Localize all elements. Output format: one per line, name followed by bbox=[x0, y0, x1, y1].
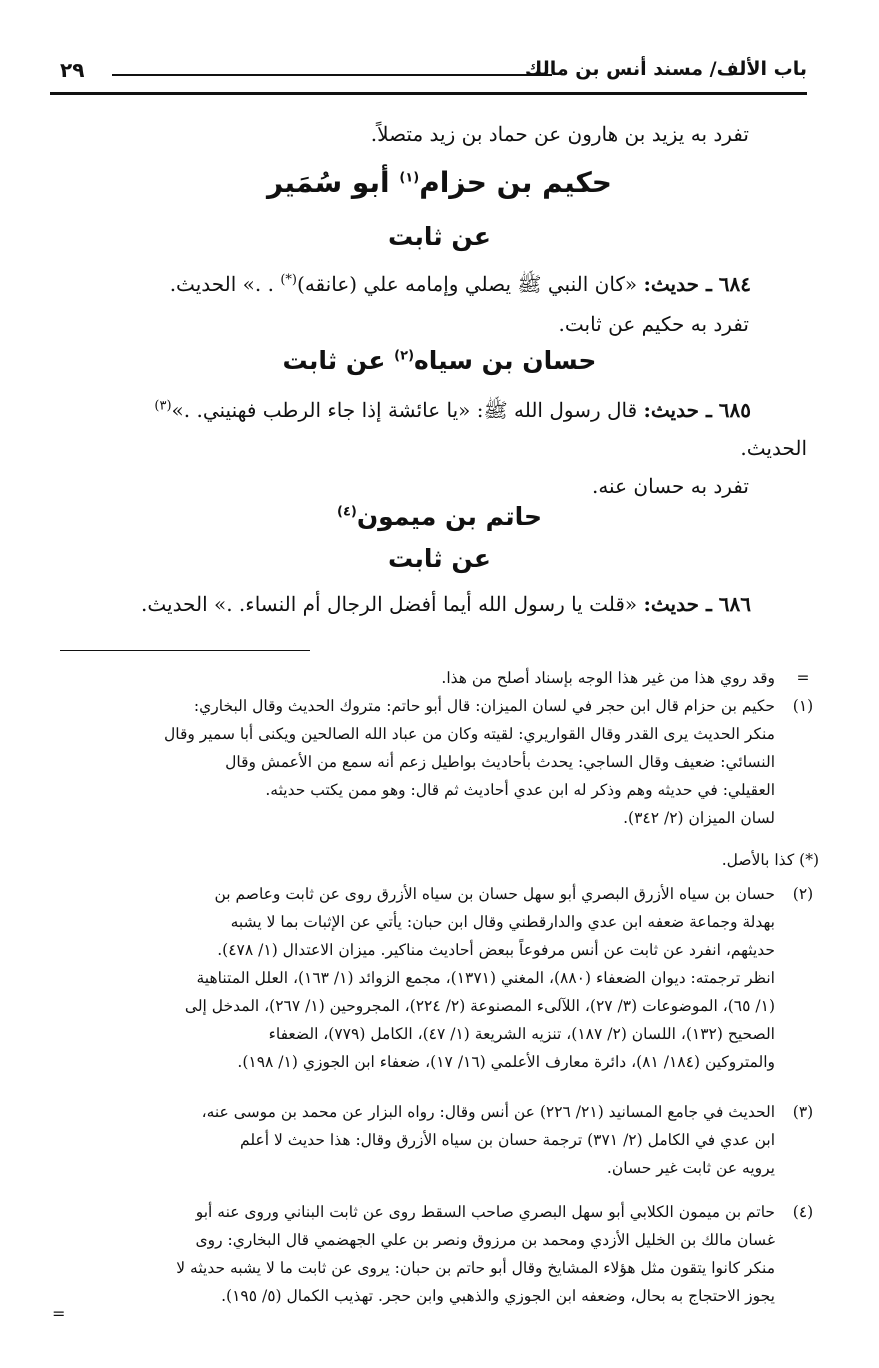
heading-name: حاتم بن ميمون bbox=[356, 502, 542, 531]
intro-line: تفرد به يزيد بن هارون عن حماد بن زيد متصلاً. bbox=[370, 122, 749, 146]
continues-mark: = bbox=[52, 1304, 66, 1323]
footnote-ref: (٢) bbox=[394, 348, 415, 364]
footnote-line: (١/ ٦٥)، الموضوعات (٣/ ٢٧)، اللآلىء المصنوعة (٢/ ٢٢٤)، المجروحين (١/ ٢٦٧)، المدخل إلى bbox=[184, 997, 775, 1015]
footnote-line: الصحيح (١٣٢)، اللسان (٢/ ١٨٧)، تنزيه الشريعة (١/ ٤٧)، الكامل (٧٧٩)، الضعفاء bbox=[268, 1025, 775, 1043]
footnote-ref: (٤) bbox=[337, 504, 357, 520]
footnote-3 bbox=[60, 1098, 819, 1182]
footnote-line: ابن عدي في الكامل (٢/ ٣٧١) ترجمة حسان بن سياه الأزرق وقال: هذا حديث لا أعلم bbox=[240, 1131, 775, 1149]
heading-hassan bbox=[60, 346, 819, 375]
footnote-line: منكر كانوا يتقون مثل هؤلاء المشايخ وقال أبو حاتم بن حبان: يروى عن ثابت ما لا يشبه حديثه لا bbox=[176, 1259, 775, 1277]
footnote-1 bbox=[60, 692, 819, 832]
footnote-line: (*) كذا بالأصل. bbox=[721, 851, 819, 869]
footnote-line: بهدلة وجماعة ضعفه ابن عدي والدارقطني وقال ابن حبان: يأتي عن الإثبات بما لا يشبه bbox=[230, 913, 775, 931]
footnote-line: وقد روي هذا من غير هذا الوجه بإسناد أصلح من هذا. bbox=[441, 669, 775, 687]
hadith-number: ٦٨٦ ـ حديث: bbox=[643, 592, 751, 616]
footnote-ref: (٣) bbox=[154, 398, 172, 414]
footnote-line: النسائي: ضعيف وقال الساجي: يحدث بأحاديث بواطيل زعم أنه سمع من الأعمش وقال bbox=[225, 753, 775, 771]
footnote-carry bbox=[60, 664, 819, 692]
heading-tail: عن ثابت bbox=[282, 346, 386, 375]
header-rule bbox=[50, 92, 807, 95]
hadith-number: ٦٨٥ ـ حديث: bbox=[643, 398, 751, 422]
footnote-4 bbox=[60, 1198, 819, 1310]
footnote-line: غسان مالك بن الخليل الأزدي ومحمد بن مرزوق ونصر بن علي الجهضمي قال البخاري: روى bbox=[195, 1231, 775, 1249]
footnote-line: حاتم بن ميمون الكلابي أبو سهل البصري صاحب السقط روى عن ثابت البناني وروى عنه أبو bbox=[195, 1203, 775, 1221]
footnote-ref: (١) bbox=[399, 170, 420, 186]
footnote-line: حسان بن سياه الأزرق البصري أبو سهل حسان بن سياه الأزرق روى عن ثابت وعاصم بن bbox=[214, 885, 775, 903]
hadith-685-note: تفرد به حسان عنه. bbox=[591, 474, 749, 498]
footnote-ref: (*) bbox=[280, 272, 298, 288]
page-number: ٢٩ bbox=[60, 58, 85, 82]
running-header bbox=[50, 52, 807, 96]
header-title: باب الألف/ مسند أنس بن مالك bbox=[524, 58, 807, 80]
footnote-2 bbox=[60, 880, 819, 1076]
footnote-mark: = bbox=[796, 669, 810, 687]
hadith-text: «كان النبي ﷺ يصلي وإمامه علي (عانقه) bbox=[297, 272, 638, 296]
footnote-line: حديثهم، انفرد عن ثابت عن أنس مرفوعاً ببعض أحاديث مناكير. ميزان الاعتدال (١/ ٤٧٨). bbox=[217, 941, 775, 959]
hadith-text: «قلت يا رسول الله أيما أفضل الرجال أم النساء. .» الحديث. bbox=[141, 592, 638, 616]
footnote-line: لسان الميزان (٢/ ٣٤٢). bbox=[623, 809, 775, 827]
footnote-line: العقيلي: في حديثه وهم وذكر له ابن عدي أحاديث ثم قال: وهو ممن يكتب حديثه. bbox=[265, 781, 775, 799]
header-dash bbox=[112, 74, 552, 76]
heading-kunya: أبو سُمَير bbox=[267, 166, 390, 199]
footnote-line: منكر الحديث يرى القدر وقال القواريري: لقيته وكان من عباد الله الصالحين ويكنى أبا سمير وقال bbox=[163, 725, 775, 743]
hadith-tail: . .» الحديث. bbox=[169, 272, 274, 296]
footnote-mark: (٢) bbox=[792, 885, 814, 903]
hadith-685 bbox=[60, 398, 751, 427]
heading-name: حكيم بن حزام bbox=[419, 166, 612, 199]
footnote-line: الحديث في جامع المسانيد (٢١/ ٢٢٦) عن أنس وقال: رواه البزار عن محمد بن موسى عنه، bbox=[201, 1103, 775, 1121]
footnote-mark: (٤) bbox=[792, 1203, 814, 1221]
hadith-685-cont: الحديث. bbox=[740, 436, 807, 460]
heading-hakim-sub: عن ثابت bbox=[388, 222, 491, 251]
footnote-line: يرويه عن ثابت غير حسان. bbox=[606, 1159, 775, 1177]
footnote-separator bbox=[60, 650, 310, 651]
footnote-line: والمتروكين (١٨٤/ ٨١)، دائرة معارف الأعلمي (١٦/ ١٧)، ضعفاء ابن الجوزي (١/ ١٩٨). bbox=[237, 1053, 775, 1071]
hadith-684 bbox=[60, 272, 751, 301]
heading-hakim bbox=[60, 166, 819, 199]
hadith-684-note: تفرد به حكيم عن ثابت. bbox=[558, 312, 749, 336]
hadith-text: قال رسول الله ﷺ: «يا عائشة إذا جاء الرطب فهنيني. .» bbox=[171, 398, 638, 422]
heading-hatim bbox=[60, 502, 819, 531]
hadith-number: ٦٨٤ ـ حديث: bbox=[643, 272, 751, 296]
footnote-mark: (٣) bbox=[792, 1103, 814, 1121]
footnote-line: انظر ترجمته: ديوان الضعفاء (٨٨٠)، المغني (١٣٧١)، مجمع الزوائد (١/ ١٦٣)، العلل المتناهية bbox=[196, 969, 775, 987]
hadith-686 bbox=[60, 592, 751, 616]
footnote-mark: (*) bbox=[799, 851, 819, 869]
footnote-star bbox=[60, 846, 819, 874]
footnote-line: يجوز الاحتجاج به بحال، وضعفه ابن الجوزي والذهبي وابن حجر. تهذيب الكمال (٥/ ١٩٥). bbox=[221, 1287, 775, 1305]
footnote-mark: (١) bbox=[792, 697, 814, 715]
footnote-line: حكيم بن حزام قال ابن حجر في لسان الميزان: قال أبو حاتم: متروك الحديث وقال البخاري: bbox=[193, 697, 775, 715]
heading-name: حسان بن سياه bbox=[414, 346, 597, 375]
heading-hatim-sub: عن ثابت bbox=[388, 544, 491, 573]
